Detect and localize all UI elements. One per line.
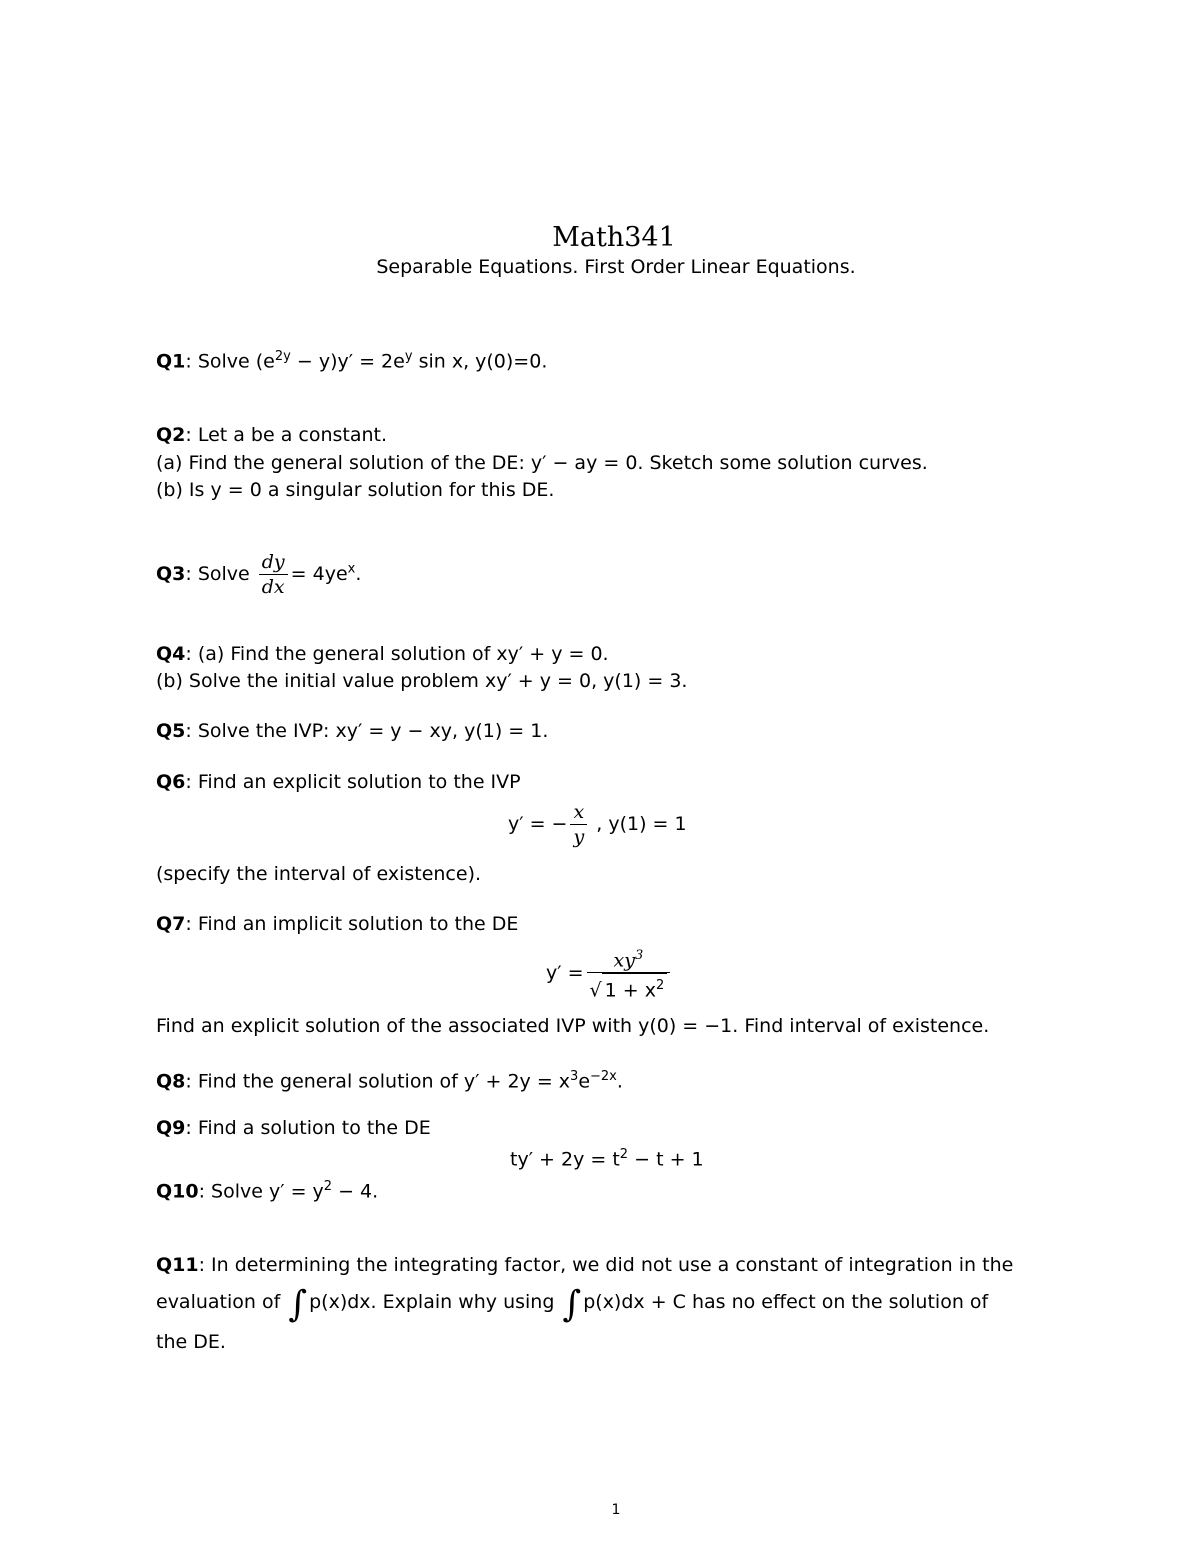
question-1-label: Q1 (156, 350, 186, 373)
sqrt-symbol: √ (589, 979, 602, 1002)
question-6-label: Q6 (156, 771, 186, 793)
question-9-label: Q9 (156, 1117, 186, 1139)
question-5: Q5: Solve the IVP: xy′ = y − xy, y(1) = 1. (156, 720, 549, 742)
question-3-label: Q3 (156, 563, 186, 585)
page-subtitle: Separable Equations. First Order Linear Equations. (376, 256, 856, 278)
page-number: 1 (611, 1502, 621, 1518)
integral-symbol: ∫ (562, 1284, 582, 1325)
fraction-x-over-y: $\frac{x}{y}$ (570, 800, 587, 849)
question-2-part-a: (a) Find the general solution of the DE: y′ − ay = 0. Sketch some solution curves. (156, 452, 928, 474)
question-10-label: Q10 (156, 1180, 199, 1203)
question-11-label: Q11 (156, 1254, 199, 1276)
question-7-followup: Find an explicit solution of the associated IVP with y(0) = −1. Find interval of existence. (156, 1015, 990, 1037)
question-10: Q10: Solve $y' = y^2 - 4$. (156, 1179, 379, 1203)
question-3: Q3: Solve $\frac{dy}{dx}$ = $4ye^x$. (156, 551, 362, 598)
fraction-xy3-over-sqrt: $\frac{xy^3}{√ 1 + x^2}$ (587, 944, 671, 1003)
integral-symbol: ∫ (288, 1284, 308, 1325)
question-5-label: Q5 (156, 720, 186, 742)
question-7-label: Q7 (156, 913, 186, 935)
question-6-equation: y′ = − $\frac{x}{y}$ , y(1) = 1 (508, 801, 687, 848)
question-9: Q9: Find a solution to the DE (156, 1117, 431, 1139)
question-7: Q7: Find an implicit solution to the DE (156, 913, 519, 935)
question-11-line-2: evaluation of ∫ p(x)dx. Explain why using ∫ p(x)dx + C has no effect on the solution of (156, 1284, 989, 1325)
question-11: Q11: In determining the integrating factor, we did not use a constant of integration in the (156, 1254, 1014, 1276)
page-title: Math341 (552, 222, 676, 253)
question-2-part-b: (b) Is y = 0 a singular solution for this DE. (156, 479, 555, 501)
question-9-equation: $ty' + 2y = t^2 - t + 1$ (510, 1147, 704, 1171)
question-4-label: Q4 (156, 643, 186, 665)
question-1: Q1: Solve $(e^{2y} - y)y' = 2e^y$ sin x, y(0)=0. (156, 349, 548, 373)
question-8: Q8: Find the general solution of $y' + 2y = x^3e^{-2x}$. (156, 1069, 623, 1093)
fraction-dy-dx: $\frac{dy}{dx}$ (259, 550, 288, 599)
question-6-note: (specify the interval of existence). (156, 863, 482, 885)
question-6: Q6: Find an explicit solution to the IVP (156, 771, 521, 793)
question-8-label: Q8 (156, 1070, 186, 1093)
question-2: Q2: Let a be a constant. (156, 424, 388, 446)
question-4-part-b: (b) Solve the initial value problem xy′ + y = 0, y(1) = 3. (156, 670, 688, 692)
question-7-equation: y′ = $\frac{xy^3}{√ 1 + x^2}$ (546, 944, 673, 1003)
question-2-label: Q2 (156, 424, 186, 446)
question-4: Q4: (a) Find the general solution of xy′ + y = 0. (156, 643, 609, 665)
question-11-line-3: the DE. (156, 1331, 226, 1353)
